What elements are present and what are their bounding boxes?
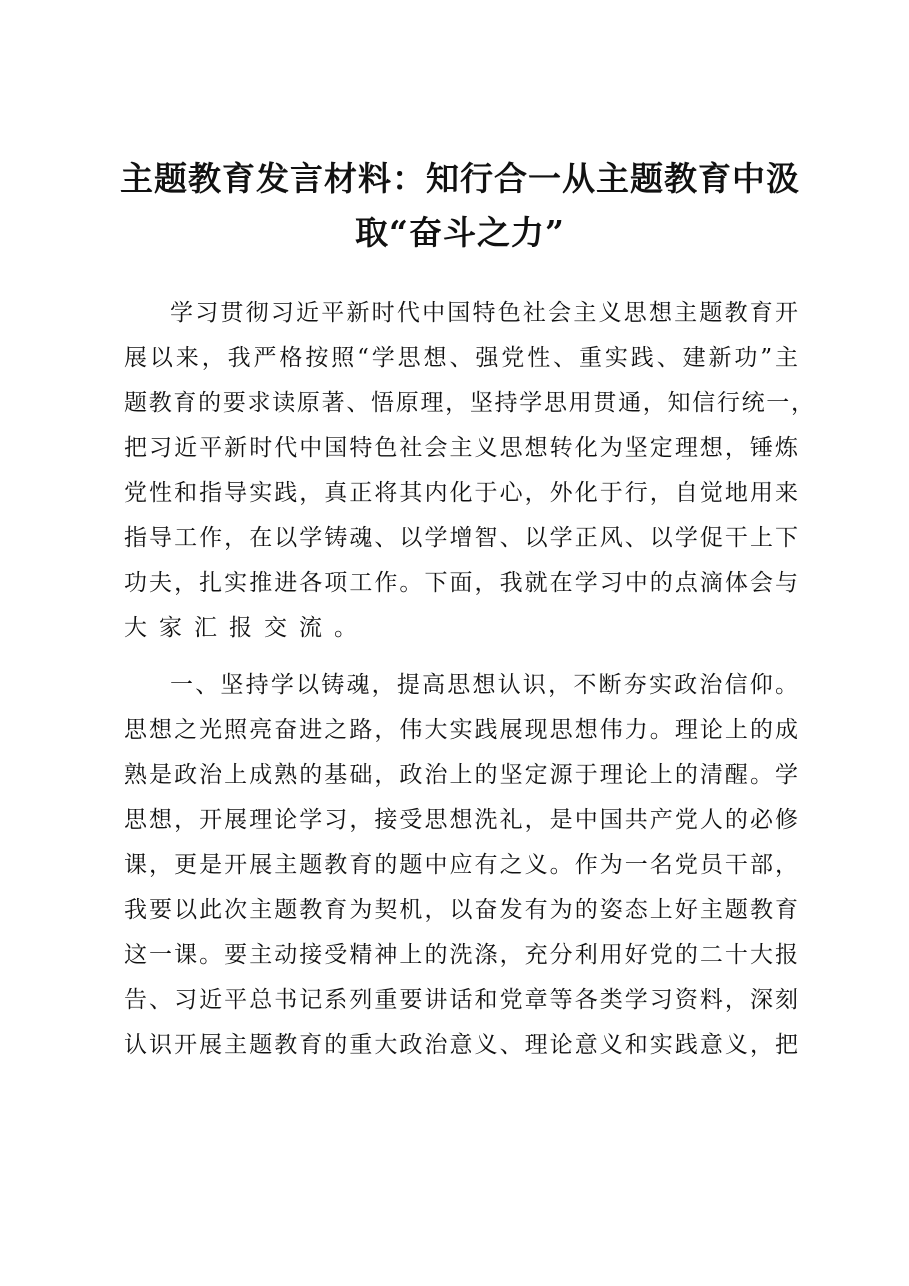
paragraph-line: 课，更是开展主题教育的题中应有之义。作为一名党员干部， <box>124 852 801 878</box>
paragraph-line: 展以来，我严格按照“学思想、强党性、重实践、建新功”主 <box>124 345 801 371</box>
paragraph-line: 题教育的要求读原著、悟原理，坚持学思用贯通，知信行统一， <box>124 390 816 416</box>
paragraph-line: 党性和指导实践，真正将其内化于心，外化于行，自觉地用来 <box>124 480 801 506</box>
paragraph-line: 把习近平新时代中国特色社会主义思想转化为坚定理想，锤炼 <box>124 435 801 461</box>
paragraph-line: 大家汇报交流。 <box>124 615 369 641</box>
document-title <box>110 152 810 260</box>
paragraph-line: 认识开展主题教育的重大政治意义、理论意义和实践意义，把 <box>124 1032 801 1058</box>
paragraph-line: 功夫，扎实推进各项工作。下面，我就在学习中的点滴体会与 <box>124 570 801 596</box>
paragraph-line: 熟是政治上成熟的基础，政治上的坚定源于理论上的清醒。学 <box>124 762 801 788</box>
paragraph-line: 这一课。要主动接受精神上的洗涤，充分利用好党的二十大报 <box>124 942 801 968</box>
title-line-2: 取“奋斗之力” <box>355 213 565 252</box>
paragraph-line: 告、习近平总书记系列重要讲话和党章等各类学习资料，深刻 <box>124 987 801 1013</box>
paragraph-line: 我要以此次主题教育为契机，以奋发有为的姿态上好主题教育 <box>124 897 801 923</box>
paragraph-line: 指导工作，在以学铸魂、以学增智、以学正风、以学促干上下 <box>124 525 801 551</box>
paragraph-line: 思想，开展理论学习，接受思想洗礼，是中国共产党人的必修 <box>124 807 801 833</box>
title-line-1: 主题教育发言材料：知行合一从主题教育中汲 <box>120 159 800 198</box>
paragraph-line: 学习贯彻习近平新时代中国特色社会主义思想主题教育开 <box>170 300 801 326</box>
paragraph-line: 一、坚持学以铸魂，提高思想认识，不断夯实政治信仰。 <box>170 672 801 698</box>
paragraph-line: 思想之光照亮奋进之路，伟大实践展现思想伟力。理论上的成 <box>124 717 801 743</box>
